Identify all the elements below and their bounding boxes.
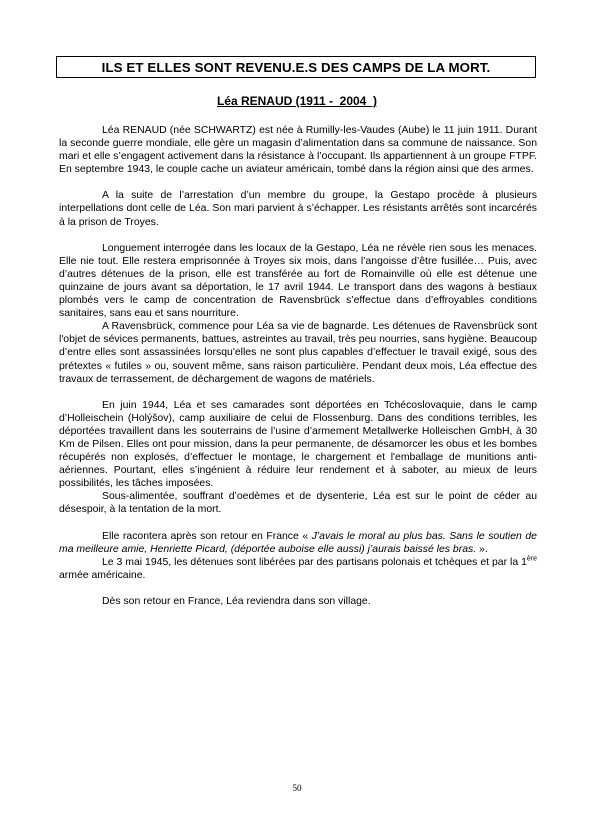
paragraph-7 — [59, 530, 537, 556]
paragraph-9: Dès son retour en France, Léa reviendra dans son village. — [102, 595, 371, 607]
paragraph-4: A Ravensbrück, commence pour Léa sa vie de bagnarde. Les détenues de Ravensbrück sont l'objet de sévices permanents, battues, astreintes au travail, très peu nourries, sans hygiène. Beaucoup d’entre elles sont assassinées lorsqu'elles ne sont plus capables d’effectuer le travail exigé, sous des prétextes « futiles » ou, souvent même, sans raison particulière. Pendant deux mois, Léa effectue des travaux de terrassement, de déchargement de wagons de matériels. — [59, 321, 537, 385]
paragraph-8-tail: armée américaine. — [59, 569, 146, 581]
paragraph-8-lead: Le 3 mai 1945, les détenues sont libérées par des partisans polonais et tchèques et par la 1 — [102, 556, 527, 568]
paragraph-7-lead: Elle racontera après son retour en France « — [102, 530, 312, 542]
document-subtitle: Léa RENAUD (1911 - 2004 ) — [216, 94, 378, 108]
paragraph-6: Sous-alimentée, souffrant d’oedèmes et de dysenterie, Léa est sur le point de céder au désespoir, à la tentation de la mort. — [59, 491, 537, 516]
paragraph-7-tail: ». — [476, 543, 488, 555]
title-box — [56, 56, 536, 78]
paragraph-2: A la suite de l’arrestation d’un membre du groupe, la Gestapo procède à plusieurs interpellations dont celle de Léa. Son mari parvient à s’échapper. Les résistants arrêtés sont incarcérés à la prison de Troyes. — [59, 190, 537, 228]
paragraph-5: En juin 1944, Léa et ses camarades sont déportées en Tchécoslovaquie, dans le camp d’Holleischein (Holýšov), camp auxiliaire de celui de Flossenburg. Dans des conditions terribles, les déportées travaillent dans les souterrains de l’usine d’armement Metallwerke Holleischen GmbH, à 30 Km de Pilsen. Elles ont pour mission, dans la peur permanente, de désamorcer les obus et les bombes récupérés non explosés, d’effectuer le montage, le chargement et l'emballage de munitions anti-aériennes. Pourtant, elles s’ingénient à réduire leur rendement et à saboter, au mieux de leurs possibilités, les tâches imposées. — [59, 399, 537, 490]
paragraph-8-superscript: ère — [526, 555, 537, 563]
paragraph-1: Léa RENAUD (née SCHWARTZ) est née à Rumilly-les-Vaudes (Aube) le 11 juin 1911. Durant la seconde guerre mondiale, elle gère un magasin d’alimentation dans sa commune de naissance. Son mari et elle s’engagent activement dans la résistance à l’occupant. Ils appartiennent à un groupe FTPF. En septembre 1943, le couple cache un aviateur américain, tombé dans la région ainsi que des armes. — [59, 125, 537, 176]
body-text — [59, 124, 537, 608]
page-number: 50 — [292, 783, 302, 793]
paragraph-7-quote: J’avais le moral au plus bas. Sans le soutien de ma meilleure amie, Henriette Picard, (déportée auboise elle aussi) j’aurais baissé les bras. — [59, 530, 537, 555]
paragraph-8 — [59, 556, 537, 582]
document-title: ILS ET ELLES SONT REVENU.E.S DES CAMPS DE LA MORT. — [101, 59, 491, 75]
paragraph-3: Longuement interrogée dans les locaux de la Gestapo, Léa ne révèle rien sous les menaces. Elle nie tout. Elle restera emprisonnée à Troyes six mois, dans l’angoisse d’être fusillée… Puis, avec d’autres détenues de la prison, elle est transférée au fort de Romainville où elle est détenue une quinzaine de jours avant sa déportation, le 17 avril 1944. Le transport dans des wagons à bestiaux plombés vers le camp de concentration de Ravensbrück s’effectue dans d’effroyables conditions sanitaires, sans eau et sans nourriture. — [59, 242, 537, 320]
